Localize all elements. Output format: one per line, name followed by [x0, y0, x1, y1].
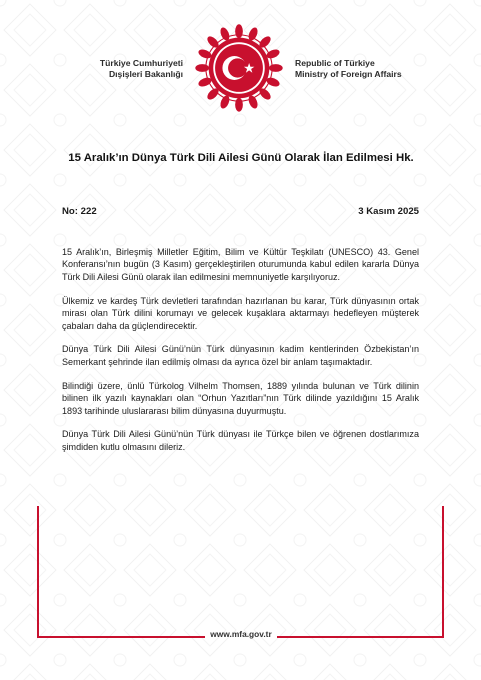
ministry-tr-line1: Türkiye Cumhuriyeti: [99, 58, 183, 68]
emblem-petal: [269, 64, 283, 72]
bottom-border-line-right: [277, 636, 443, 638]
document-title: 15 Aralık’ın Dünya Türk Dili Ailesi Günü Olarak İlan Edilmesi Hk.: [68, 152, 414, 164]
emblem-petal: [235, 98, 243, 112]
ministry-en-line1: Republic of Türkiye: [295, 58, 375, 68]
paragraph: Bilindiği üzere, ünlü Türkolog Vilhelm Thomsen, 1889 yılında bulunan ve Türk dilinin bilinen ilk yazılı kaynakları olan “Orhun Yazıtları”nın Türk dilinde yazıldığını 15 Aralık 1893 tarihinde uluslararası bilim dünyasına duyurmuştu.: [62, 380, 419, 416]
document-date: 3 Kasım 2025: [358, 206, 419, 217]
ministry-name-turkish: [100, 58, 183, 80]
ministry-en-line2: Ministry of Foreign Affairs: [295, 69, 402, 79]
paragraph: Ülkemiz ve kardeş Türk devletleri tarafından hazırlanan bu karar, Türk dünyasının ortak mirası olan Türk dilini korumayı ve gelecek kuşaklara aktarmayı hedefleyen müşterek çabaları daha da güçlendirecektir.: [62, 295, 419, 331]
paragraph: Dünya Türk Dili Ailesi Günü’nün Türk dünyası ile Türkçe bilen ve öğrenen dostlarımıza şimdiden kutlu olmasını dileriz.: [62, 429, 419, 452]
paragraph: 15 Aralık’ın, Birleşmiş Milletler Eğitim, Bilim ve Kültür Teşkilatı (UNESCO) 43. Genel Konferansı’nın bugün (3 Kasım) gerçekleştirilen oturumunda kabul edilen kararla Dünya Türk Dili Ailesi Günü olarak ilan edilmesini memnuniyetle karşılıyoruz.: [62, 247, 419, 282]
paragraph: Dünya Türk Dili Ailesi Günü’nün Türk dünyasının kadim kentlerinden Özbekistan’ın Semerkant şehrinde ilan edilmiş olması da ayrıca özel bir anlam taşımaktadır.: [62, 344, 419, 367]
crescent-star-emblem-icon: [193, 22, 285, 114]
left-border-line: [37, 506, 39, 638]
ministry-tr-line2: Dışişleri Bakanlığı: [108, 69, 183, 79]
emblem-petal: [235, 24, 243, 38]
emblem-petal: [195, 64, 209, 72]
document-number: No: 222: [62, 206, 97, 217]
bottom-border-line-left: [37, 636, 205, 638]
right-border-line: [442, 506, 444, 638]
letterhead: [0, 18, 481, 108]
ministry-name-english: [295, 58, 402, 80]
document-body: [62, 246, 419, 465]
footer-website-link[interactable]: www.mfa.gov.tr: [210, 629, 272, 639]
document-meta: [62, 206, 419, 220]
